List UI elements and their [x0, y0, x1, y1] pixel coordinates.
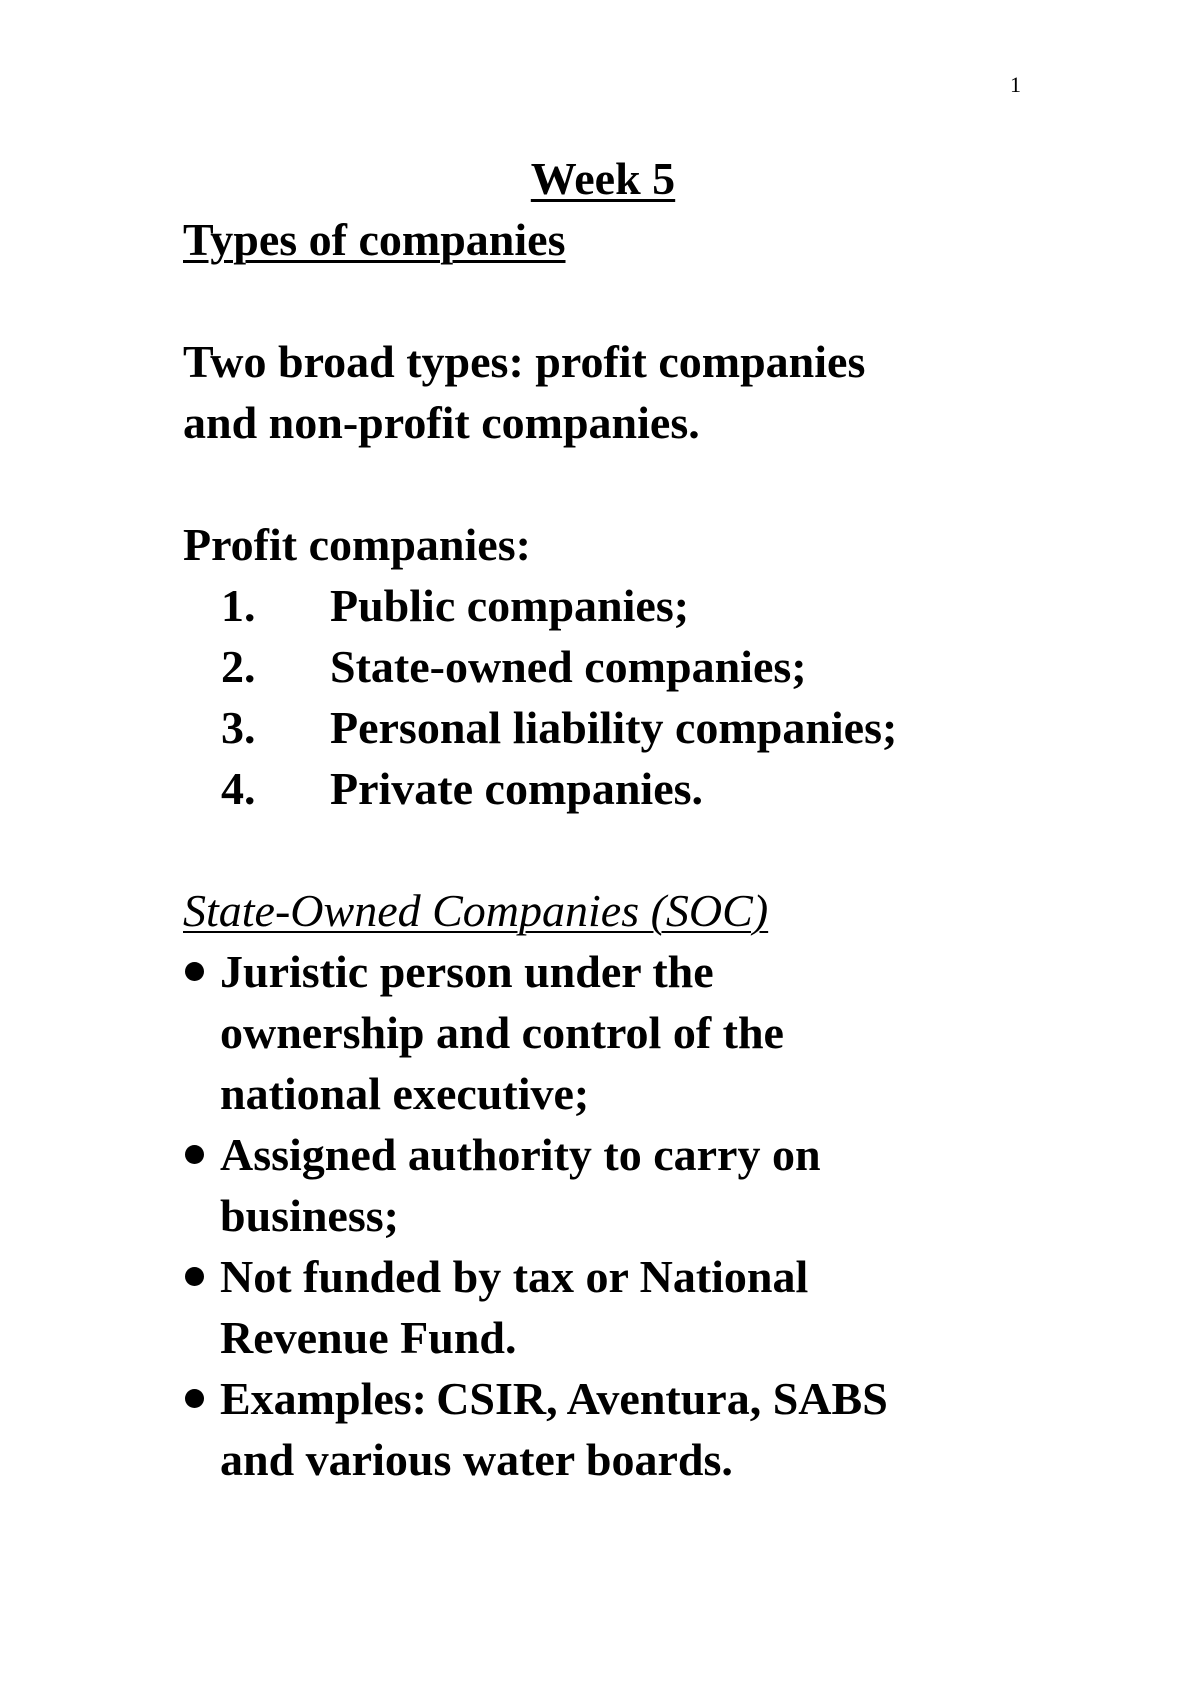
bullet-line: and various water boards.	[220, 1434, 733, 1485]
bullet-icon	[185, 1389, 204, 1408]
bullet-line: Examples: CSIR, Aventura, SABS	[220, 1373, 888, 1424]
list-item	[183, 1246, 1023, 1368]
intro-paragraph	[183, 331, 1023, 453]
profit-companies-list	[183, 575, 1023, 819]
list-number: 4.	[221, 763, 256, 814]
bullet-line: ownership and control of the	[220, 1007, 784, 1058]
document-body	[183, 148, 1023, 1490]
list-item	[183, 575, 1023, 636]
list-item-text: Public companies;	[330, 580, 690, 631]
spacer	[183, 453, 1023, 514]
soc-heading: State-Owned Companies (SOC)	[183, 885, 769, 936]
list-number: 1.	[221, 580, 256, 631]
list-item-text: State-owned companies;	[330, 641, 807, 692]
bullet-icon	[185, 962, 204, 981]
list-item	[183, 941, 1023, 1124]
list-number: 3.	[221, 702, 256, 753]
intro-line: and non-profit companies.	[183, 397, 700, 448]
list-number: 2.	[221, 641, 256, 692]
bullet-icon	[185, 1267, 204, 1286]
list-item	[183, 697, 1023, 758]
soc-bullet-list	[183, 941, 1023, 1490]
profit-heading: Profit companies:	[183, 519, 531, 570]
spacer	[183, 270, 1023, 331]
list-item	[183, 636, 1023, 697]
bullet-line: national executive;	[220, 1068, 590, 1119]
page-subtitle: Types of companies	[183, 214, 566, 265]
bullet-line: Not funded by tax or National	[220, 1251, 809, 1302]
list-item-text: Private companies.	[330, 763, 704, 814]
page-number: 1	[1010, 72, 1021, 97]
list-item	[183, 1124, 1023, 1246]
spacer	[183, 819, 1023, 880]
bullet-icon	[185, 1145, 204, 1164]
list-item-text: Personal liability companies;	[330, 702, 898, 753]
bullet-line: Juristic person under the	[220, 946, 714, 997]
bullet-line: Assigned authority to carry on	[220, 1129, 821, 1180]
bullet-line: Revenue Fund.	[220, 1312, 517, 1363]
intro-line: Two broad types: profit companies	[183, 336, 866, 387]
bullet-line: business;	[220, 1190, 399, 1241]
list-item	[183, 758, 1023, 819]
page-title: Week 5	[530, 153, 676, 204]
list-item	[183, 1368, 1023, 1490]
